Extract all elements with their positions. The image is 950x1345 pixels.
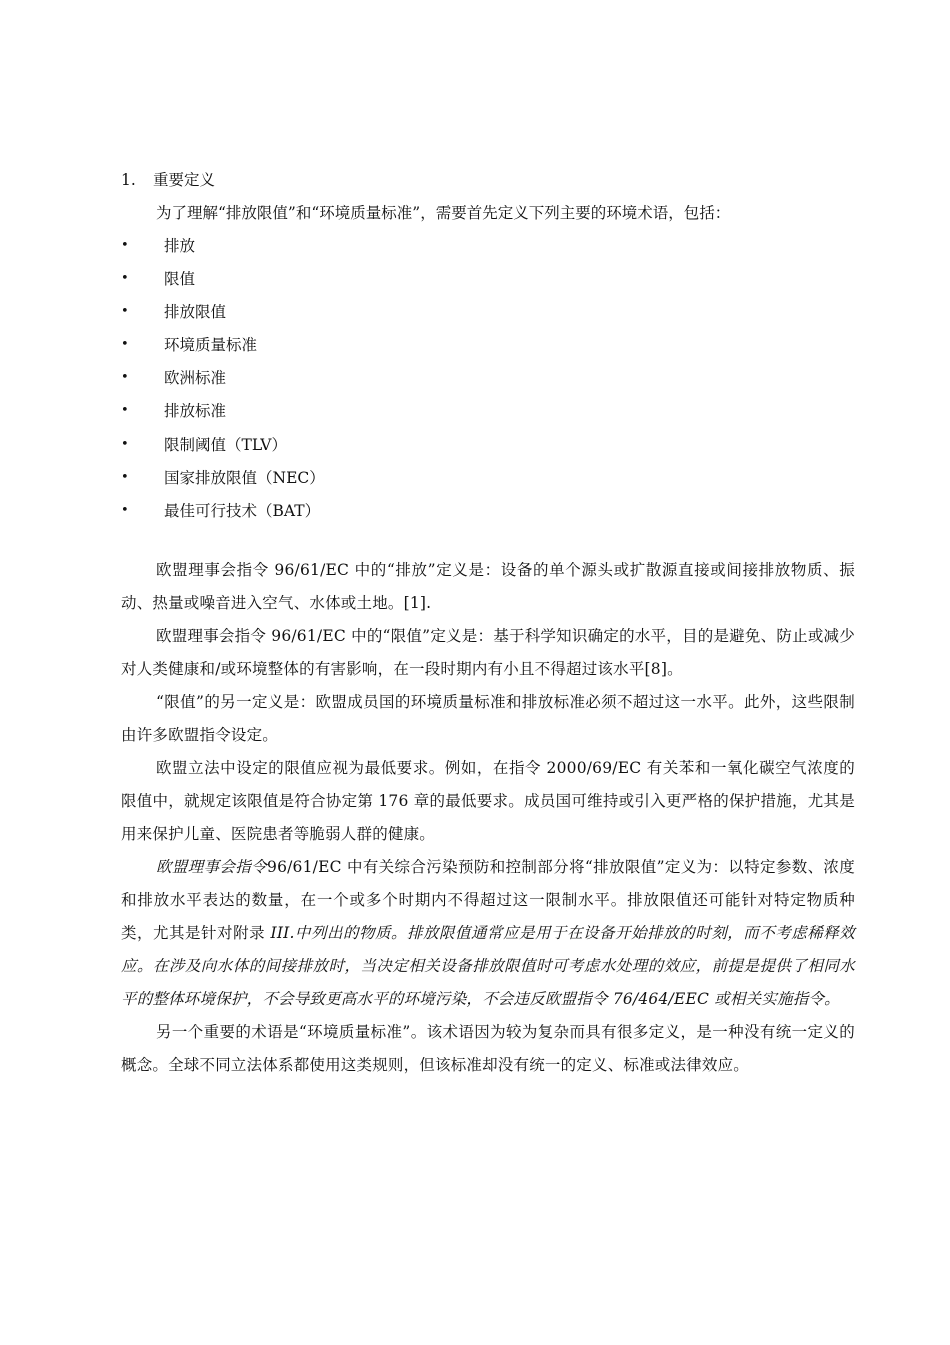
list-item — [121, 333, 325, 366]
directive-reference-italic: 欧盟理事会指令 — [156, 858, 268, 876]
paragraph-emission-limit-definition — [121, 851, 855, 1016]
paragraph-limit-definition: 欧盟理事会指令 96/61/EC 中的“限值”定义是：基于科学知识确定的水平，目的是避免、防止或减少对人类健康和/或环境整体的有害影响，在一段时期内有小且不得超过该水平[8]。 — [121, 627, 855, 678]
list-item — [121, 433, 325, 466]
section-title: 重要定义 — [153, 171, 216, 189]
list-item — [121, 300, 325, 333]
list-item — [121, 466, 325, 499]
bullet-icon: • — [121, 436, 129, 452]
term-label: 排放限值 — [164, 303, 227, 322]
body-text — [121, 554, 855, 1082]
paragraph-limit-alternative: “限值”的另一定义是：欧盟成员国的环境质量标准和排放标准必须不超过这一水平。此外，这些限制由许多欧盟指令设定。 — [121, 693, 855, 744]
bullet-icon: • — [121, 469, 129, 485]
paragraph-minimum-requirements: 欧盟立法中设定的限值应视为最低要求。例如，在指令 2000/69/EC 有关苯和一氧化碳空气浓度的限值中，就规定该限值是符合协定第 176 章的最低要求。成员国可维持或引入更严格的保护措施，尤其是用来保护儿童、医院患者等脆弱人群的健康。 — [121, 759, 855, 843]
paragraph-emission-definition: 欧盟理事会指令 96/61/EC 中的“排放”定义是：设备的单个源头或扩散源直接或间接排放物质、振动、热量或噪音进入空气、水体或土地。[1]. — [121, 561, 855, 612]
bullet-icon: • — [121, 370, 129, 386]
term-label: 限制阈值（TLV） — [164, 435, 287, 454]
list-item — [121, 499, 325, 532]
list-item — [121, 234, 325, 267]
section-heading — [121, 168, 215, 192]
term-label: 欧洲标准 — [164, 369, 227, 388]
term-label: 限值 — [164, 270, 196, 289]
term-label: 环境质量标准 — [164, 336, 258, 355]
terms-list — [121, 234, 325, 532]
intro-sentence: 为了理解“排放限值”和“环境质量标准”，需要首先定义下列主要的环境术语，包括： — [156, 204, 731, 222]
list-item — [121, 399, 325, 432]
term-label: 最佳可行技术（BAT） — [164, 501, 321, 520]
list-item — [121, 366, 325, 399]
bullet-icon: • — [121, 304, 129, 320]
bullet-icon: • — [121, 502, 129, 518]
section-number: 1. — [121, 171, 136, 189]
bullet-icon: • — [121, 403, 129, 419]
bullet-icon: • — [121, 337, 129, 353]
annex-passage-italic: III.中列出的物质。排放限值通常应是用于在设备开始排放的时刻，而不考虑稀释效应。在涉及向水体的间接排放时，当决定相关设备排放限值时可考虑水处理的效应，前提是提供了相同水平的整体环境保护，不会导致更高水平的环境污染，不会违反欧盟指令 76/464/EEC 或相关实施指令。 — [121, 924, 855, 1008]
term-label: 国家排放限值（NEC） — [164, 468, 325, 487]
bullet-icon: • — [121, 271, 129, 287]
term-label: 排放标准 — [164, 402, 227, 421]
list-item — [121, 267, 325, 300]
paragraph-segment: 96/61/EC 中有关综合污染预防和控制部分将“排放限值”定义为：以特定参数、浓度和排放水平表达的数量，在一个或多个时期内不得超过这一限制水平。排放限值还可能针对特定物质种类，尤其是针对附录 — [121, 858, 855, 942]
term-label: 排放 — [164, 237, 196, 255]
bullet-icon: • — [121, 238, 129, 253]
paragraph-environmental-quality-standard: 另一个重要的术语是“环境质量标准”。该术语因为较为复杂而具有很多定义，是一种没有统一定义的概念。全球不同立法体系都使用这类规则，但该标准却没有统一的定义、标准或法律效应。 — [121, 1023, 855, 1074]
